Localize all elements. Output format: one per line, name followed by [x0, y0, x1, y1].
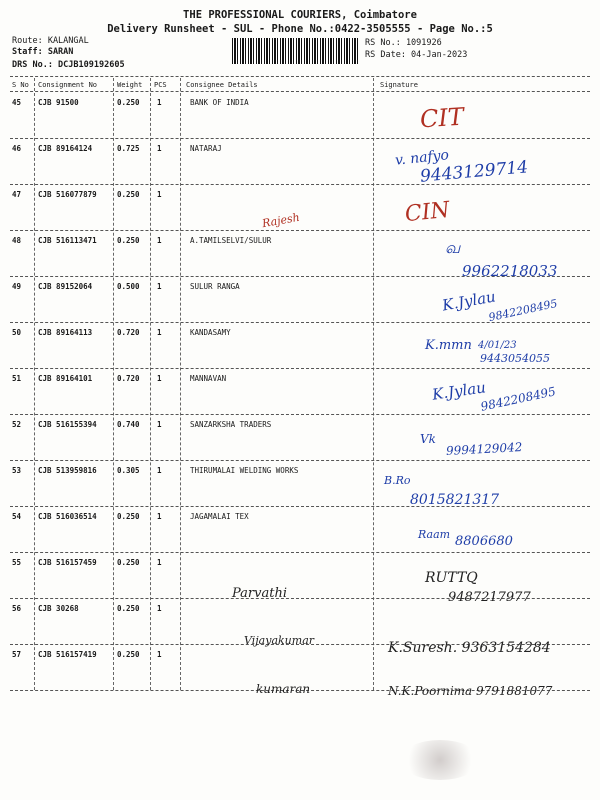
row-sno: 48 [12, 236, 22, 245]
handwritten-phone: 9443054055 [480, 352, 550, 365]
row-weight: 0.250 [117, 190, 140, 199]
row-consignee: THIRUMALAI WELDING WORKS [190, 466, 299, 475]
handwritten-phone: 9962218033 [462, 262, 558, 280]
row-consignment-no: CJB 89152064 [38, 282, 93, 291]
row-pcs: 1 [157, 466, 162, 475]
row-weight: 0.720 [117, 374, 140, 383]
row-divider [10, 552, 590, 553]
row-consignment-no: CJB 516155394 [38, 420, 97, 429]
table-top-rule [10, 76, 590, 77]
handwritten-name: Parvathi [232, 586, 287, 601]
row-weight: 0.250 [117, 98, 140, 107]
handwritten-signature: RUTTQ [425, 570, 478, 586]
handwritten-phone: 8015821317 [410, 492, 500, 508]
row-consignee: MANNAVAN [190, 374, 227, 383]
row-divider [10, 184, 590, 185]
row-pcs: 1 [157, 190, 162, 199]
row-pcs: 1 [157, 236, 162, 245]
row-divider [10, 230, 590, 231]
handwritten-name: kumaran [256, 682, 311, 696]
row-consignee: BANK OF INDIA [190, 98, 249, 107]
handwritten-signature: K.Jylau [431, 378, 487, 404]
handwritten-phone: 8806680 [455, 534, 513, 549]
column-header-consignment: Consignment No [38, 81, 98, 89]
row-consignment-no: CJB 516113471 [38, 236, 97, 245]
row-consignment-no: CJB 30268 [38, 604, 79, 613]
handwritten-phone: 9994129042 [445, 440, 523, 458]
row-consignment-no: CJB 516077879 [38, 190, 97, 199]
row-pcs: 1 [157, 282, 162, 291]
table-row [0, 466, 600, 510]
handwritten-signature: CIT [419, 102, 465, 134]
table-row [0, 190, 600, 234]
handwritten-signature: K.Jylau [440, 287, 498, 315]
row-weight: 0.500 [117, 282, 140, 291]
drs-label: DRS No.: DCJB109192605 [12, 60, 125, 70]
row-sno: 50 [12, 328, 22, 337]
row-divider [10, 506, 590, 507]
row-pcs: 1 [157, 650, 162, 659]
handwritten-phone: 9842208495 [487, 296, 559, 325]
rs-number: RS No.: 1091926 [365, 38, 442, 48]
handwritten-signature: வ [445, 238, 461, 257]
paper-smudge [400, 740, 480, 780]
row-consignment-no: CJB 89164101 [38, 374, 93, 383]
row-pcs: 1 [157, 604, 162, 613]
row-consignment-no: CJB 513959816 [38, 466, 97, 475]
column-header-pcs: PCS [154, 81, 167, 89]
row-sno: 57 [12, 650, 22, 659]
row-sno: 45 [12, 98, 22, 107]
column-header-signature: Signature [380, 81, 418, 89]
row-sno: 46 [12, 144, 22, 153]
row-sno: 54 [12, 512, 22, 521]
row-consignment-no: CJB 89164124 [38, 144, 93, 153]
row-divider [10, 138, 590, 139]
handwritten-phone: 9842208495 [479, 384, 557, 414]
row-weight: 0.250 [117, 512, 140, 521]
handwritten-signature: Vk [420, 432, 436, 446]
row-consignment-no: CJB 516157419 [38, 650, 97, 659]
row-consignment-no: CJB 91500 [38, 98, 79, 107]
row-sno: 52 [12, 420, 22, 429]
handwritten-note: Rajesh [261, 210, 301, 231]
row-pcs: 1 [157, 558, 162, 567]
row-pcs: 1 [157, 512, 162, 521]
row-weight: 0.250 [117, 604, 140, 613]
row-consignment-no: CJB 516036514 [38, 512, 97, 521]
row-pcs: 1 [157, 374, 162, 383]
row-consignee: SULUR RANGA [190, 282, 240, 291]
handwritten-signature: CIN [403, 197, 451, 228]
handwritten-signature: v. nafyo [394, 147, 450, 169]
row-consignee: A.TAMILSELVI/SULUR [190, 236, 272, 245]
handwritten-signature: K.mmn [425, 338, 472, 353]
row-divider [10, 368, 590, 369]
row-sno: 53 [12, 466, 22, 475]
barcode-image [232, 38, 358, 64]
row-sno: 47 [12, 190, 22, 199]
row-divider [10, 414, 590, 415]
column-header-sno: S No [12, 81, 29, 89]
handwritten-date: 4/01/23 [478, 340, 517, 351]
table-row [0, 98, 600, 142]
row-weight: 0.305 [117, 466, 140, 475]
handwritten-phone: 9487217977 [448, 590, 531, 605]
row-sno: 49 [12, 282, 22, 291]
row-pcs: 1 [157, 420, 162, 429]
row-weight: 0.720 [117, 328, 140, 337]
row-consignment-no: CJB 89164113 [38, 328, 93, 337]
row-pcs: 1 [157, 98, 162, 107]
row-weight: 0.740 [117, 420, 140, 429]
column-header-consignee: Consignee Details [186, 81, 258, 89]
handwritten-name: Vijayakumar [244, 634, 315, 647]
row-weight: 0.250 [117, 558, 140, 567]
row-divider [10, 322, 590, 323]
company-title: THE PROFESSIONAL COURIERS, Coimbatore [183, 9, 417, 21]
table-header-rule [10, 91, 590, 92]
rs-date: RS Date: 04-Jan-2023 [365, 50, 468, 60]
row-divider [10, 460, 590, 461]
row-consignee: NATARAJ [190, 144, 222, 153]
handwritten-signature: Raam [418, 528, 451, 541]
column-header-weight: Weight [117, 81, 143, 89]
handwritten-signature: N.K.Poornima 9791881077 [388, 684, 553, 698]
runsheet-subtitle: Delivery Runsheet - SUL - Phone No.:0422-3505555 - Page No.:5 [107, 23, 493, 35]
row-pcs: 1 [157, 144, 162, 153]
handwritten-phone: 9443129714 [419, 157, 529, 187]
staff-label: Staff: SARAN [12, 47, 74, 57]
row-weight: 0.250 [117, 650, 140, 659]
route-label: Route: KALANGAL [12, 36, 89, 46]
row-sno: 51 [12, 374, 22, 383]
row-consignee: SANZARKSHA TRADERS [190, 420, 272, 429]
row-consignee: JAGAMALAI TEX [190, 512, 249, 521]
row-consignment-no: CJB 516157459 [38, 558, 97, 567]
handwritten-signature: K.Suresh. 9363154284 [388, 640, 551, 656]
row-consignee: KANDASAMY [190, 328, 231, 337]
row-pcs: 1 [157, 328, 162, 337]
row-sno: 55 [12, 558, 22, 567]
row-weight: 0.250 [117, 236, 140, 245]
row-weight: 0.725 [117, 144, 140, 153]
row-sno: 56 [12, 604, 22, 613]
handwritten-signature: B.Ro [384, 474, 411, 487]
